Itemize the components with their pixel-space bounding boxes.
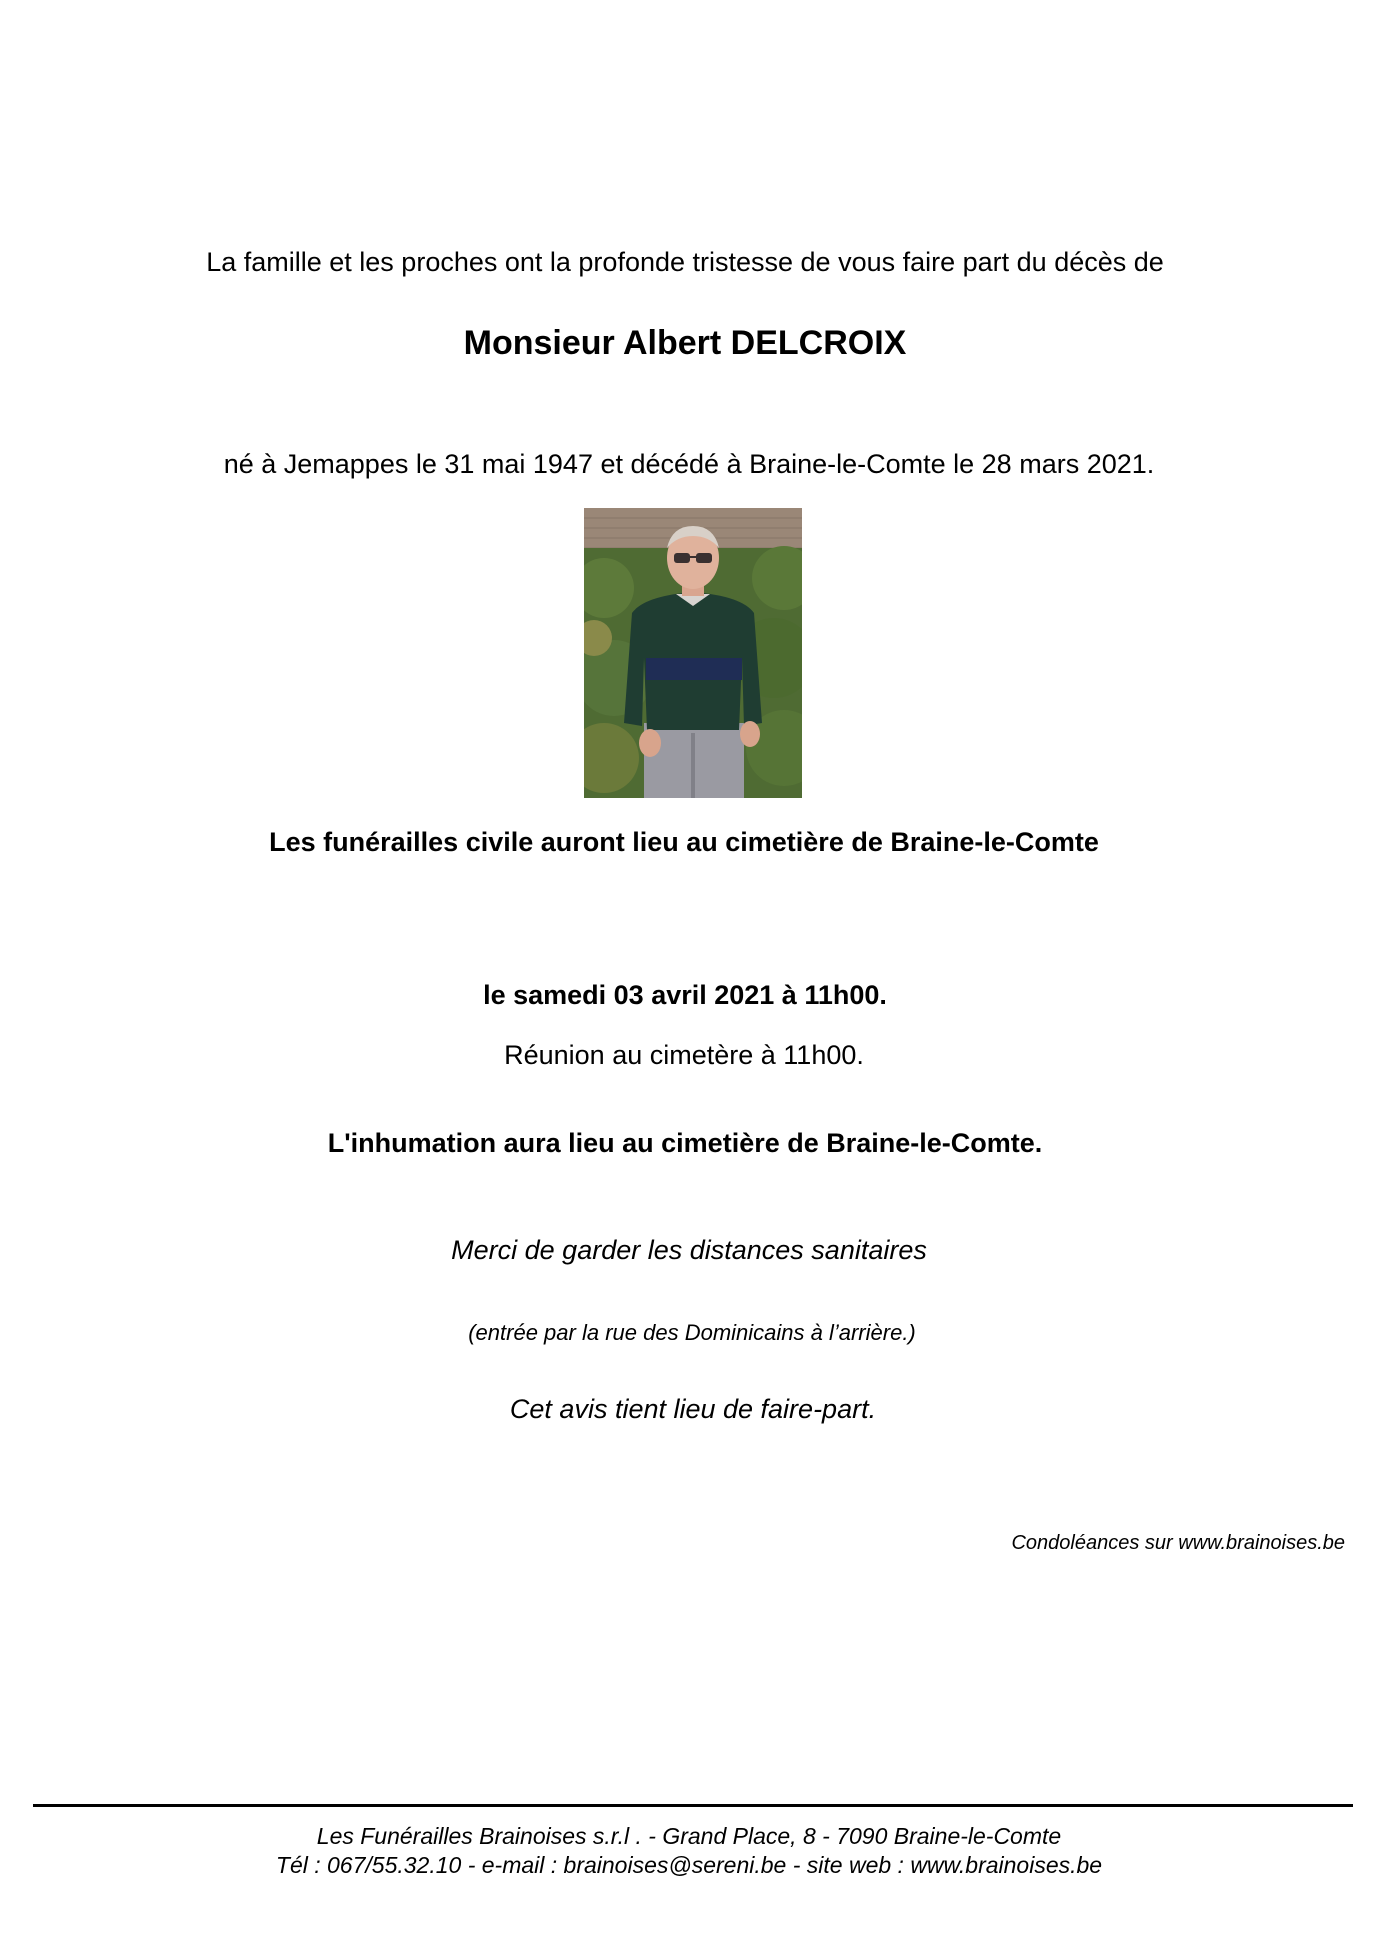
footer-divider: [33, 1804, 1353, 1807]
deceased-name: Monsieur Albert DELCROIX: [463, 324, 907, 362]
condolences-link: Condoléances sur www.brainoises.be: [1011, 1532, 1345, 1554]
burial-text: L'inhumation aura lieu au cimetière de Braine-le-Comte.: [327, 1128, 1043, 1158]
footer-address: Les Funérailles Brainoises s.r.l . - Grand Place, 8 - 7090 Braine-le-Comte: [316, 1823, 1062, 1849]
footer-contact: Tél : 067/55.32.10 - e-mail : brainoises@sereni.be - site web : www.brainoises.be: [275, 1852, 1103, 1878]
reunion-text: Réunion au cimetère à 11h00.: [504, 1040, 864, 1070]
intro-text: La famille et les proches ont la profonde tristesse de vous faire part du décès de: [206, 247, 1164, 277]
birth-death-dates: né à Jemappes le 31 mai 1947 et décédé à Braine-le-Comte le 28 mars 2021.: [223, 449, 1155, 479]
notice-text: Cet avis tient lieu de faire-part.: [509, 1394, 877, 1424]
funeral-date-time: le samedi 03 avril 2021 à 11h00.: [483, 980, 887, 1010]
distances-text: Merci de garder les distances sanitaires: [451, 1235, 927, 1265]
portrait-photo: [584, 508, 802, 798]
entrance-text: (entrée par la rue des Dominicains à l’arrière.): [468, 1320, 916, 1345]
funeral-text: Les funérailles civile auront lieu au cimetière de Braine-le-Comte: [269, 827, 1099, 857]
